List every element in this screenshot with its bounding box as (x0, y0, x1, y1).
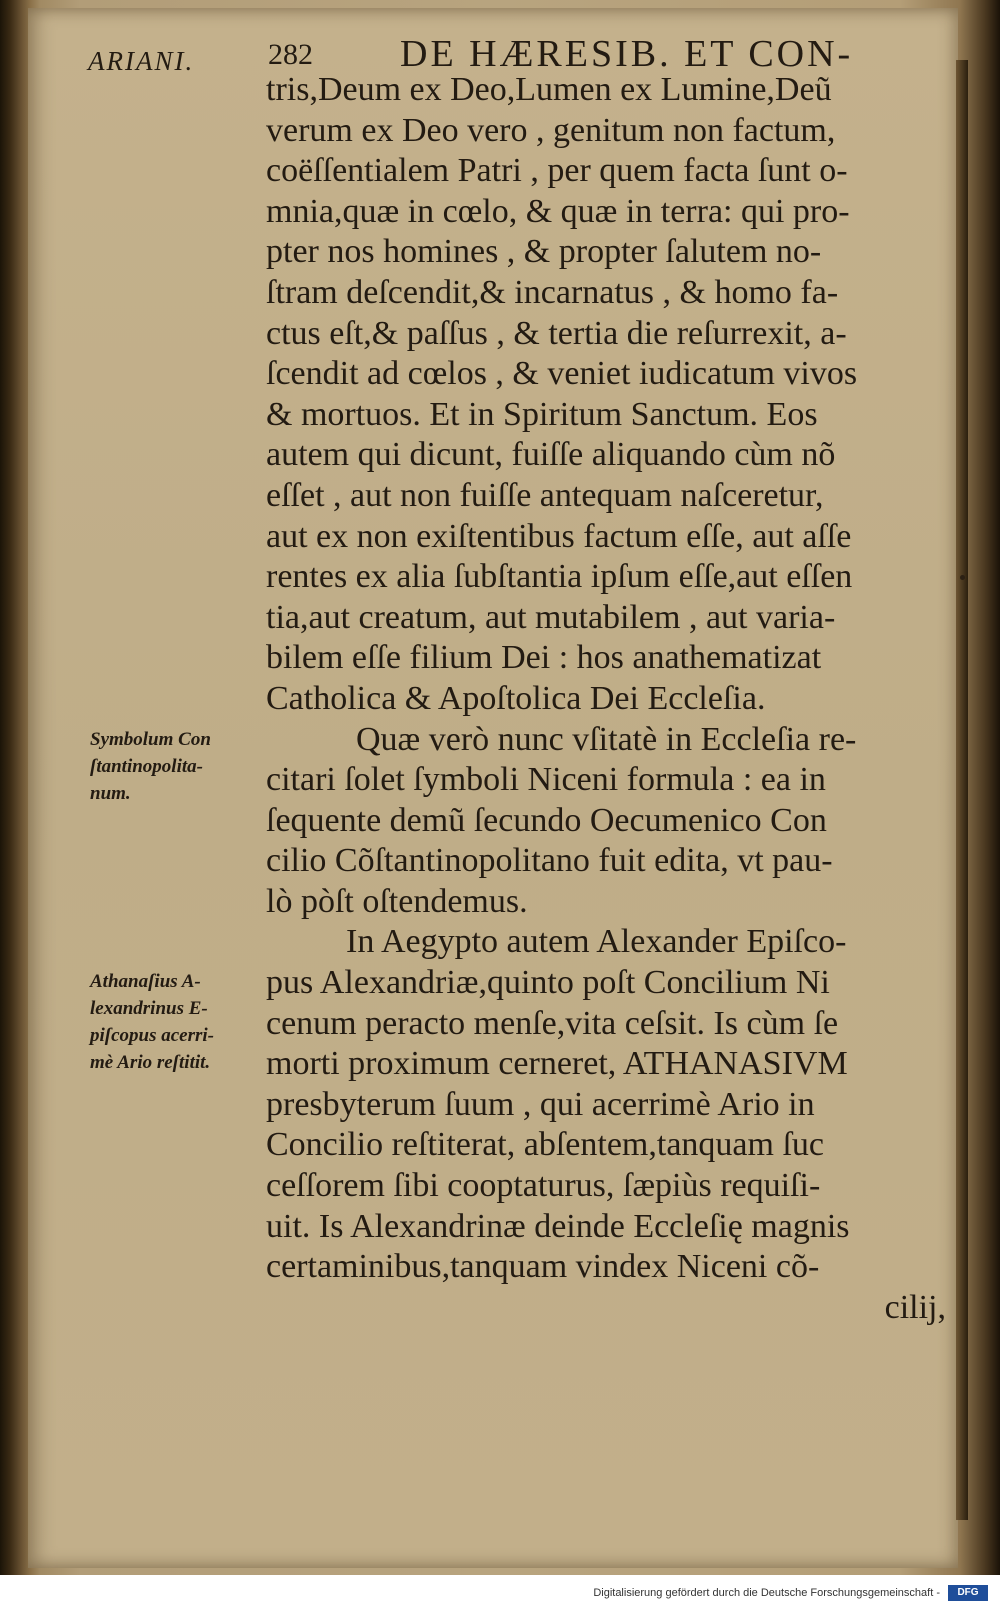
text-line: eſſet , aut non fuiſſe antequam naſceretur, (266, 476, 824, 514)
digitization-footer (0, 1575, 1000, 1605)
margin-note-line: mè Ario reſtitit. (90, 1052, 211, 1073)
text-line: uit. Is Alexandrinæ deinde Eccleſię magnis (266, 1207, 850, 1245)
page-edge-shadow (956, 60, 968, 1520)
margin-note-athanasius (90, 968, 214, 1076)
text-line: presbyterum ſuum , qui acerrimè Ario in (266, 1085, 815, 1123)
page-number: 282 (268, 38, 313, 71)
text-line: aut ex non exiſtentibus factum eſſe, aut aſſe (266, 517, 852, 555)
text-line: & mortuos. Et in Spiritum Sanctum. Eos (266, 395, 818, 433)
main-text-block (266, 70, 946, 1328)
margin-note-line: Symbolum Con (90, 729, 211, 750)
text-line: cilio Cõſtantinopolitano fuit edita, vt pau- (266, 842, 833, 880)
margin-note-line: num. (90, 783, 131, 804)
running-head-title: DE HÆRESIB. ET CON- (400, 33, 854, 75)
text-line: pter nos homines , & propter ſalutem no- (266, 233, 822, 271)
text-line: ſtram deſcendit,& incarnatus , & homo fa- (266, 273, 839, 311)
text-line: morti proximum cerneret, ATHANASIVM (266, 1045, 848, 1083)
footer-credit: Digitalisierung gefördert durch die Deutsche Forschungsgemeinschaft - (593, 1587, 940, 1599)
text-line: rentes ex alia ſubſtantia ipſum eſſe,aut eſſen (266, 558, 853, 596)
text-line: bilem eſſe filium Dei : hos anathematizat (266, 639, 822, 677)
text-line: lò pòſt oſtendemus. (266, 882, 528, 920)
text-line: Catholica & Apoſtolica Dei Eccleſia. (266, 679, 766, 717)
text-line: tris,Deum ex Deo,Lumen ex Lumine,Deũ (266, 71, 832, 108)
running-head (0, 22, 1000, 76)
text-line: cilij, (884, 1288, 946, 1326)
text-line: citari ſolet ſymboli Niceni formula : ea in (266, 761, 826, 799)
text-line: Concilio reſtiterat, abſentem,tanquam ſuc (266, 1126, 824, 1164)
margin-note-line: Athanaſius A- (90, 971, 201, 992)
text-line: verum ex Deo vero , genitum non factum, (266, 111, 836, 149)
text-line: ceſſorem ſibi cooptaturus, ſæpiùs requiſi- (266, 1167, 821, 1205)
ink-dot (960, 575, 965, 580)
text-line: mnia,quæ in cœlo, & quæ in terra: qui pro- (266, 192, 850, 230)
text-line: Quæ verò nunc vſitatè in Eccleſia re- (356, 720, 857, 758)
text-line: cenum peracto menſe,vita ceſsit. Is cùm ſe (266, 1004, 839, 1042)
running-head-section: ARIANI. (88, 46, 195, 76)
margin-note-symbolum (90, 726, 211, 807)
margin-note-line: ſtantinopolita- (90, 756, 203, 777)
text-line: ſequente demũ ſecundo Oecumenico Con (266, 801, 827, 839)
text-line: ſcendit ad cœlos , & veniet iudicatum vivos (266, 355, 858, 393)
text-line: pus Alexandriæ,quinto poſt Concilium Ni (266, 964, 830, 1002)
dfg-logo: DFG (948, 1585, 988, 1601)
text-line: In Aegypto autem Alexander Epiſco- (346, 923, 847, 961)
text-line: tia,aut creatum, aut mutabilem , aut varia- (266, 598, 836, 636)
text-line: ctus eſt,& paſſus , & tertia die reſurrexit, a- (266, 314, 847, 352)
text-line: certaminibus,tanquam vindex Niceni cõ- (266, 1248, 820, 1286)
text-line: autem qui dicunt, fuiſſe aliquando cùm nõ (266, 436, 836, 474)
margin-note-line: lexandrinus E- (90, 998, 208, 1019)
margin-note-line: piſcopus acerri- (90, 1025, 215, 1046)
text-line: coëſſentialem Patri , per quem facta ſunt o- (266, 152, 848, 190)
